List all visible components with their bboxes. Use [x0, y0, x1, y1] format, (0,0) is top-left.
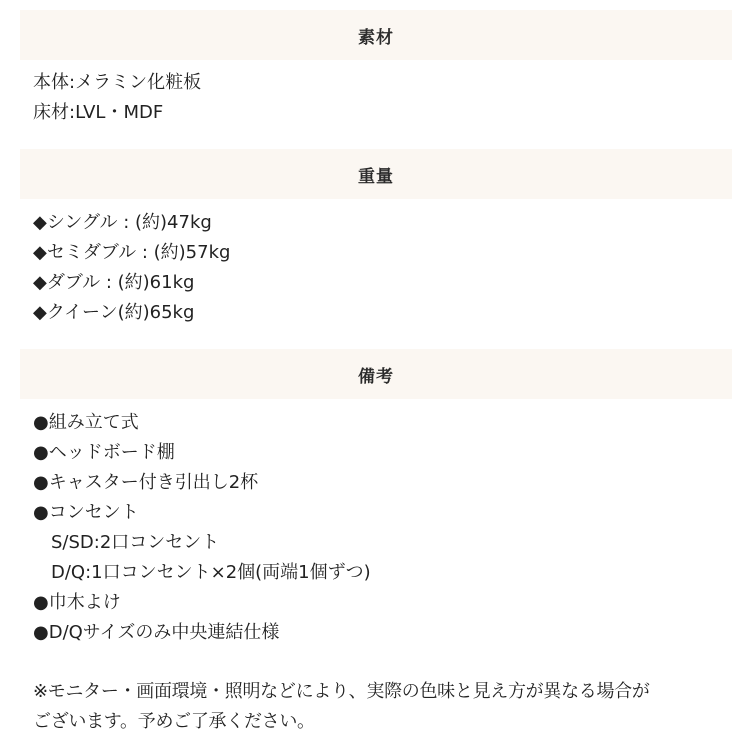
remarks-line: ●コンセント [33, 502, 139, 523]
remarks-line: ●D/Qサイズのみ中央連結仕様 [33, 622, 280, 643]
remarks-list [20, 408, 371, 648]
material-line: 床材:LVL・MDF [33, 102, 164, 123]
weight-line: ◆セミダブル : (約)57kg [33, 242, 231, 263]
weight-line: ◆クイーン(約)65kg [33, 302, 195, 323]
remarks-header: 備考 [20, 349, 732, 399]
weight-line: ◆シングル : (約)47kg [33, 212, 212, 233]
material-line: 本体:メラミン化粧板 [33, 72, 202, 93]
remarks-subline: S/SD:2口コンセント [51, 532, 220, 553]
remarks-line: ●巾木よけ [33, 592, 121, 613]
disclaimer-line: ※モニター・画面環境・照明などにより、実際の色味と見え方が異なる場合が [33, 681, 650, 702]
remarks-line: ●ヘッドボード棚 [33, 442, 175, 463]
weight-header: 重量 [20, 149, 732, 199]
weight-line: ◆ダブル : (約)61kg [33, 272, 195, 293]
remarks-subline: D/Q:1口コンセント×2個(両端1個ずつ) [51, 562, 371, 583]
material-list [20, 68, 201, 128]
weight-list [20, 208, 230, 328]
remarks-line: ●キャスター付き引出し2杯 [33, 472, 259, 493]
material-header: 素材 [20, 10, 732, 60]
disclaimer-line: ございます。予めご了承ください。 [33, 711, 315, 732]
remarks-line: ●組み立て式 [33, 412, 139, 433]
disclaimer-note [20, 677, 650, 737]
